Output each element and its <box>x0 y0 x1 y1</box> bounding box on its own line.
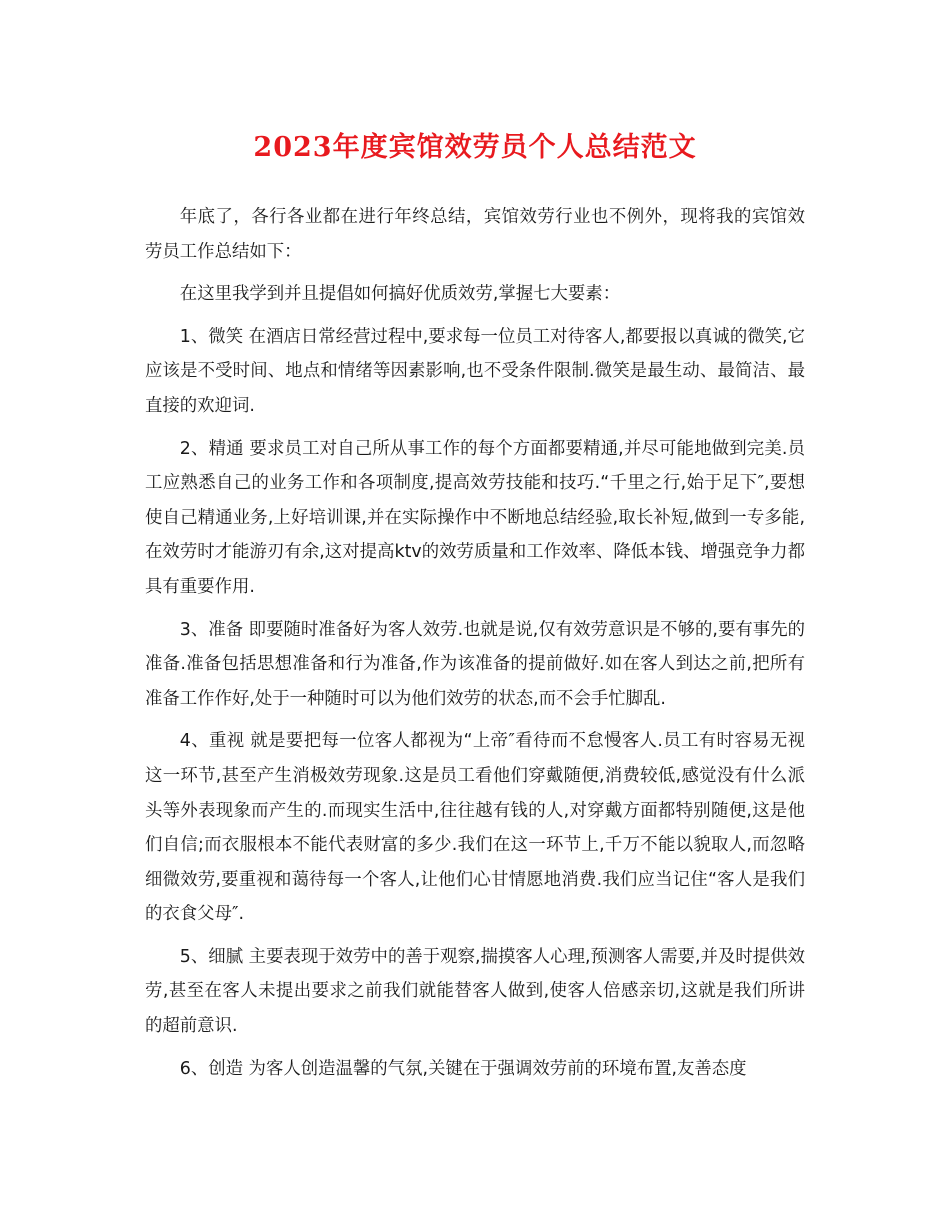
paragraph-proficiency: 2、精通 要求员工对自己所从事工作的每个方面都要精通,并尽可能地做到完美.员工应熟悉自己的业务工作和各项制度,提高效劳技能和技巧.“千里之行,始于足下″,要想使自己精通业务,上好培训课,并在实际操作中不断地总结经验,取长补短,做到一专多能,在效劳时才能游刃有余,这对提高ktv的效劳质量和工作效率、降低本钱、增强竞争力都具有重要作用. <box>145 438 805 597</box>
paragraph-attention: 4、重视 就是要把每一位客人都视为“上帝″看待而不怠慢客人.员工有时容易无视这一环节,甚至产生消极效劳现象.这是员工看他们穿戴随便,消费较低,感觉没有什么派头等外表现象而产生的.而现实生活中,往往越有钱的人,对穿戴方面都特别随便,这是他们自信;而衣服根本不能代表财富的多少.我们在这一环节上,千万不能以貌取人,而忽略细微效劳,要重视和蔼待每一个客人,让他们心甘情愿地消费.我们应当记住“客人是我们的衣食父母″. <box>145 731 805 925</box>
paragraph-seven-elements: 在这里我学到并且提倡如何搞好优质效劳,掌握七大要素： <box>179 284 621 305</box>
paragraph-meticulous: 5、细腻 主要表现于效劳中的善于观察,揣摸客人心理,预测客人需要,并及时提供效劳,甚至在客人未提出要求之前我们就能替客人做到,使客人倍感亲切,这就是我们所讲的超前意识. <box>145 946 805 1037</box>
paragraph-intro: 年底了，各行各业都在进行年终总结，宾馆效劳行业也不例外，现将我的宾馆效劳员工作总结如下： <box>145 207 805 262</box>
paragraph-creation: 6、创造 为客人创造温馨的气氛,关键在于强调效劳前的环境布置,友善态度 <box>179 1058 747 1079</box>
paragraph-smile: 1、微笑 在酒店日常经营过程中,要求每一位员工对待客人,都要报以真诚的微笑,它应该是不受时间、地点和情绪等因素影响,也不受条件限制.微笑是最生动、最简洁、最直接的欢迎词. <box>145 326 805 416</box>
paragraph-preparation: 3、准备 即要随时准备好为客人效劳.也就是说,仅有效劳意识是不够的,要有事先的准备.准备包括思想准备和行为准备,作为该准备的提前做好.如在客人到达之前,把所有准备工作作好,处于一种随时可以为他们效劳的状态,而不会手忙脚乱. <box>145 619 805 709</box>
document-body <box>145 200 805 1094</box>
document-title: 2023年度宾馆效劳员个人总结范文 <box>253 132 697 163</box>
